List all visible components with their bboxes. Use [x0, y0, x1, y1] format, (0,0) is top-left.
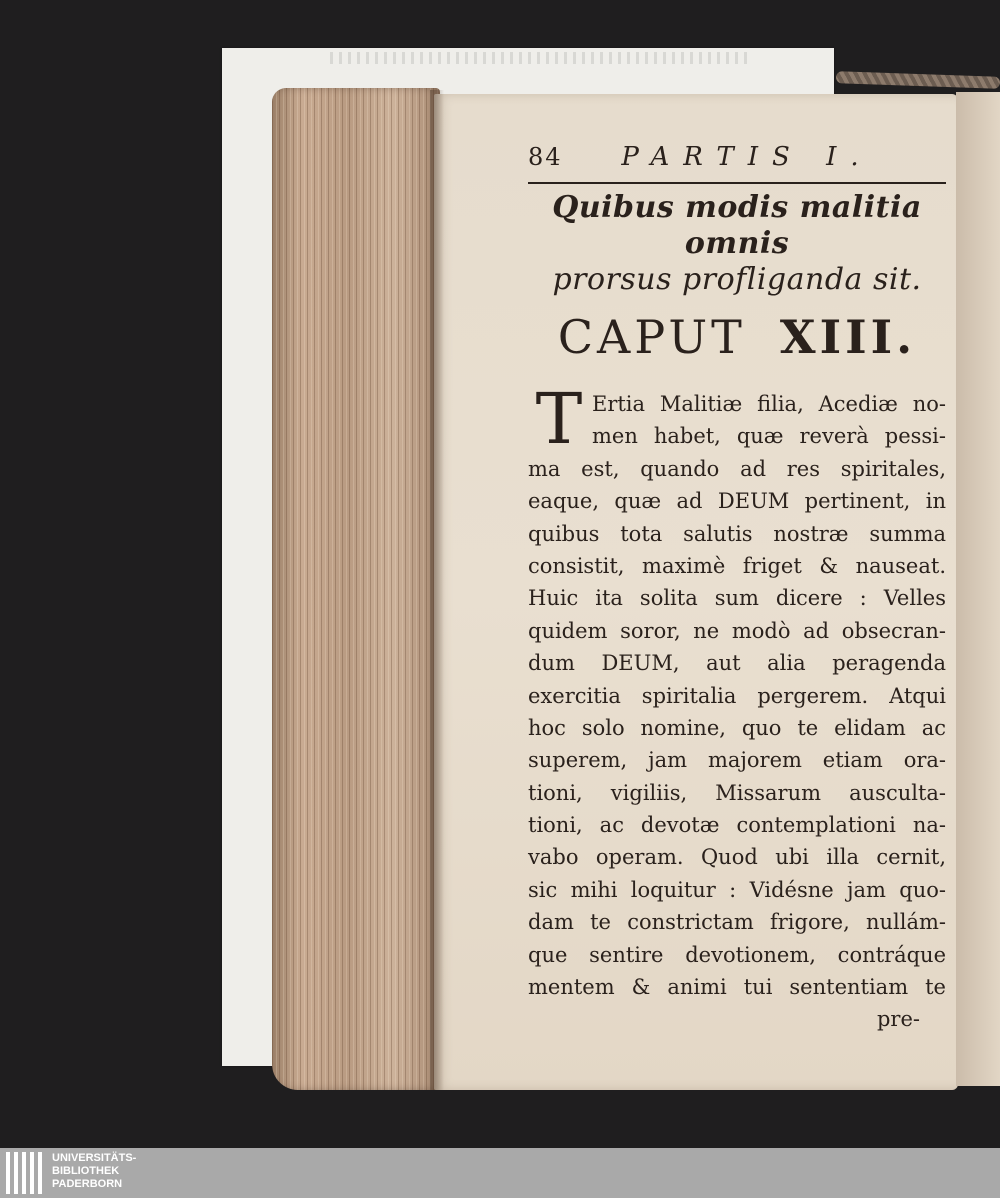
bookmark-string: [836, 71, 1000, 89]
card-handwriting-mark: [330, 52, 750, 64]
text-line: men habet, quæ reverà pessi-: [592, 424, 946, 449]
header-rule: [528, 182, 946, 184]
text-line: dum DEUM, aut alia peragenda: [528, 651, 946, 676]
text-line: quibus tota salutis nostræ summa: [528, 521, 946, 546]
text-line: Ertia Malitiæ filia, Acediæ no-: [592, 392, 946, 416]
logo-line-3: PADERBORN: [52, 1178, 123, 1190]
text-line: quidem soror, ne modò ad obsecran-: [528, 618, 946, 643]
text-line: eaque, quæ ad DEUM pertinent, in: [528, 489, 946, 514]
text-line: tioni, ac devotæ contemplationi na-: [528, 813, 946, 838]
text-line: ma est, quando ad res spiritales,: [528, 456, 946, 481]
library-logo-icon: [6, 1152, 46, 1194]
facing-page-edge: [956, 92, 1000, 1086]
text-line: mentem & animi tui sententiam te: [528, 975, 946, 1000]
running-title: PARTIS I.: [621, 142, 873, 172]
text-line: exercitia spiritalia pergerem. Atqui: [528, 683, 946, 708]
text-line: tioni, vigiliis, Missarum ausculta-: [528, 780, 946, 805]
library-footer-bar: [0, 1148, 1000, 1198]
text-line: Huic ita solita sum dicere : Velles: [528, 586, 946, 611]
running-head: [528, 142, 946, 182]
text-line: hoc solo nomine, quo te elidam ac: [528, 715, 946, 740]
text-line: sic mihi loquitur : Vidésne jam quo-: [528, 877, 946, 902]
text-line: que sentire devotionem, contráque: [528, 942, 946, 967]
chapter-number: XIII.: [779, 310, 917, 364]
text-line: consistit, maximè friget & nauseat.: [528, 553, 946, 578]
subtitle-line-2: prorsus profliganda sit.: [552, 262, 922, 297]
logo-line-2: BIBLIOTHEK: [52, 1165, 120, 1177]
text-line: vabo operam. Quod ubi illa cernit,: [528, 845, 946, 870]
drop-cap: T: [535, 378, 583, 460]
subtitle-line-1: Quibus modis malitia omnis: [552, 190, 922, 261]
page-text: [528, 142, 946, 1035]
chapter-heading: [528, 310, 946, 382]
library-logo-text: [52, 1152, 136, 1191]
logo-line-1: UNIVERSITÄTS-: [52, 1152, 137, 1164]
chapter-subtitle: [528, 190, 946, 298]
text-line: dam te constrictam frigore, nullám-: [528, 910, 946, 935]
page-number: 84: [528, 143, 563, 171]
chapter-word: CAPUT: [557, 310, 746, 364]
gutter-shadow: [430, 90, 444, 1090]
book-fore-edge: [272, 88, 440, 1090]
catchword: pre-: [876, 1007, 920, 1032]
text-line: superem, jam majorem etiam ora-: [528, 748, 946, 773]
body-text: [528, 378, 946, 1035]
